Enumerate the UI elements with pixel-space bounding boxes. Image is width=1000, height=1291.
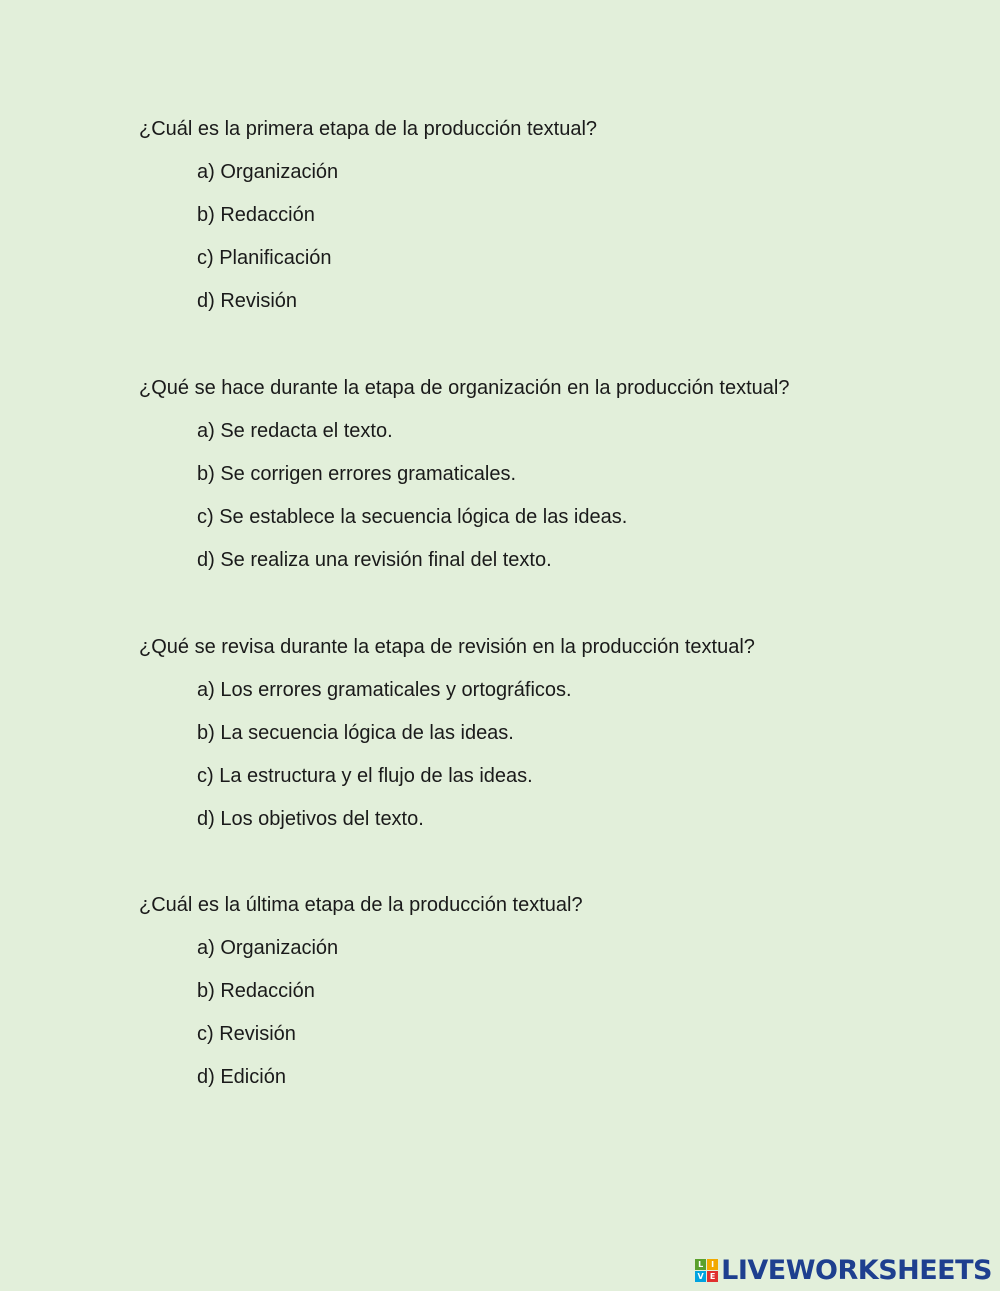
question-4-option-a[interactable]: a) Organización <box>197 937 339 959</box>
question-3 <box>139 634 939 832</box>
logo-cell-v: V <box>695 1271 706 1282</box>
question-1-option-a[interactable]: a) Organización <box>197 161 339 183</box>
question-2-option-b[interactable]: b) Se corrigen errores gramaticales. <box>197 463 517 485</box>
question-2-option-c[interactable]: c) Se establece la secuencia lógica de las ideas. <box>197 506 628 528</box>
question-2-option-a[interactable]: a) Se redacta el texto. <box>197 420 393 442</box>
question-1-text: ¿Cuál es la primera etapa de la producción textual? <box>139 118 598 140</box>
logo-cell-i: I <box>707 1259 718 1270</box>
question-2-text: ¿Qué se hace durante la etapa de organización en la producción textual? <box>139 377 790 399</box>
question-3-option-c[interactable]: c) La estructura y el flujo de las ideas. <box>197 765 533 787</box>
question-1-option-c[interactable]: c) Planificación <box>197 247 332 269</box>
logo-cell-e: E <box>707 1271 718 1282</box>
question-4-option-d[interactable]: d) Edición <box>197 1066 286 1088</box>
liveworksheets-logo[interactable] <box>695 1255 992 1285</box>
question-4-text: ¿Cuál es la última etapa de la producción textual? <box>139 894 583 916</box>
question-4 <box>139 892 939 1090</box>
question-2 <box>139 375 939 573</box>
liveworksheets-logo-icon <box>695 1259 718 1282</box>
question-2-option-d[interactable]: d) Se realiza una revisión final del texto. <box>197 549 552 571</box>
logo-cell-l: L <box>695 1259 706 1270</box>
question-3-option-b[interactable]: b) La secuencia lógica de las ideas. <box>197 722 514 744</box>
question-4-option-b[interactable]: b) Redacción <box>197 980 315 1002</box>
question-3-option-a[interactable]: a) Los errores gramaticales y ortográficos. <box>197 679 572 701</box>
question-1 <box>139 116 939 314</box>
question-4-option-c[interactable]: c) Revisión <box>197 1023 296 1045</box>
question-3-text: ¿Qué se revisa durante la etapa de revisión en la producción textual? <box>139 636 755 658</box>
question-1-option-d[interactable]: d) Revisión <box>197 290 298 312</box>
logo-text: LIVEWORKSHEETS <box>721 1254 992 1286</box>
question-1-option-b[interactable]: b) Redacción <box>197 204 315 226</box>
question-3-option-d[interactable]: d) Los objetivos del texto. <box>197 808 424 830</box>
